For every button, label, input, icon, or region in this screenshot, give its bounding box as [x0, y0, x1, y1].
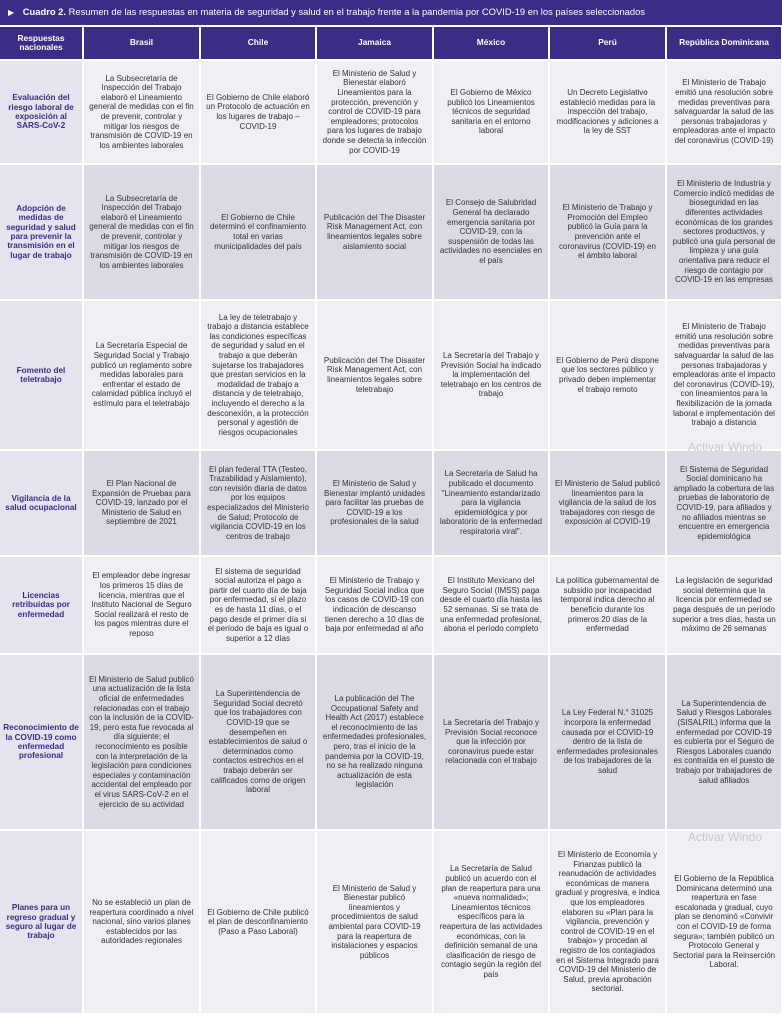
table-cell: El Ministerio de Trabajo emitió una resolución sobre medidas preventivas para salvaguardar la salud de las personas trabajadoras y empleadoras ante el impacto del coronavirus (COVID-19): [666, 60, 782, 164]
row-header: Licencias retribuidas por enfermedad: [0, 556, 83, 654]
response-table: [0, 27, 782, 1015]
header-cell: Chile: [200, 27, 316, 60]
table-caption: [0, 0, 782, 25]
table-cell: La publicación del The Occupational Safety and Health Act (2017) establece el reconocimiento de las enfermedades profesionales, pero, tras el inicio de la pandemia por la COVID-19, no se ha realizado ninguna actualización de esta legislación: [316, 654, 433, 830]
table-cell: Un Decreto Legislativo estableció medidas para la inspección del trabajo, modificaciones y adiciones a la ley de SST: [549, 60, 666, 164]
table-cell: El Consejo de Salubridad General ha declarado emergencia sanitaria por COVID-19, con la suspensión de todas las actividades no esenciales en el país: [433, 164, 549, 300]
table-cell: Publicación del The Disaster Risk Management Act, con lineamientos legales sobre aislamiento social: [316, 164, 433, 300]
table-cell: El Ministerio de Industria y Comercio indicó medidas de bioseguridad en las diferentes actividades económicas de los grandes sectores productivos, y publicó una guía personal de limpieza y una guía orientativa para reducir el riesgo de contagio por COVID-19 en las empresas: [666, 164, 782, 300]
table-row: [0, 830, 782, 1014]
table-cell: La Secretaría del Trabajo y Previsión Social ha indicado la implementación del teletrabajo en los centros de trabajo: [433, 300, 549, 450]
table-cell: La Secretaría de Salud publicó un acuerdo con el plan de reapertura para una «nueva normalidad»; Lineamientos técnicos específicos para la reapertura de las actividades económicas, con la definición semanal de una clasificación de riesgo de contagio según la región del país: [433, 830, 549, 1014]
table-cell: Publicación del The Disaster Risk Management Act, con lineamientos legales sobre teletrabajo: [316, 300, 433, 450]
table-cell: El Ministerio de Trabajo y Promoción del Empleo publicó la Guía para la prevención ante el coronavirus (COVID-19) en el ámbito laboral: [549, 164, 666, 300]
header-cell: Perú: [549, 27, 666, 60]
table-cell: El Ministerio de Salud y Bienestar implantó unidades para facilitar las pruebas de COVID-19 a los profesionales de la salud: [316, 450, 433, 556]
row-header: Evaluación del riesgo laboral de exposición al SARS-CoV-2: [0, 60, 83, 164]
table-cell: El Sistema de Seguridad Social dominicano ha ampliado la cobertura de las pruebas de laboratorio de COVID-19, para afiliados y no afiliados mientras se encuentre en emergencia epidemiológica: [666, 450, 782, 556]
table-cell: La Subsecretaría de Inspección del Trabajo elaboró el Lineamiento general de medidas con el fin de prevenir, controlar y mitigar los riesgos de transmisión de COVID-19 en los ambientes laborales: [83, 164, 200, 300]
table-cell: La Subsecretaría de Inspección del Trabajo elaboró el Lineamiento general de medidas con el fin de prevenir, controlar y mitigar los riesgos de transmisión de COVID-19 en los ambientes laborales: [83, 60, 200, 164]
caption-triangle-icon: ▶: [8, 8, 15, 17]
table-cell: La Secretaría de Salud ha publicado el documento "Lineamiento estandarizado para la vigilancia epidemiológica y por laboratorio de la enfermedad respiratoria viral".: [433, 450, 549, 556]
table-row: [0, 556, 782, 654]
table-cell: El Ministerio de Trabajo emitió una resolución sobre medidas preventivas para salvaguardar la salud de las personas trabajadoras y empleadoras ante el impacto del coronavirus (COVID-19), con lineamientos para la flexibilización de la jornada laboral e implementación del trabajo a distancia: [666, 300, 782, 450]
row-header: Reconocimiento de la COVID-19 como enfermedad profesional: [0, 654, 83, 830]
table-cell: El Gobierno de Chile determinó el confinamiento total en varias municipalidades del país: [200, 164, 316, 300]
row-header: Planes para un regreso gradual y seguro al lugar de trabajo: [0, 830, 83, 1014]
watermark-text: Activar Windo: [688, 830, 763, 844]
table-cell: El plan federal TTA (Testeo, Trazabilidad y Aislamiento), con revisión diaria de datos por los equipos especializados del Ministerio de Salud; Protocolo de vigilancia COVID-19 en los centros de trabajo: [200, 450, 316, 556]
table-row: [0, 164, 782, 300]
table-row: [0, 450, 782, 556]
table-cell: El Ministerio de Trabajo y Seguridad Social indica que los casos de COVID-19 con indicación de descanso tienen derecho a 10 días de baja por enfermedad al año: [316, 556, 433, 654]
header-cell: México: [433, 27, 549, 60]
table-cell: El Ministerio de Salud y Bienestar elaboró Lineamientos para la protección, prevención y control de COVID-19 para empleadores; protocolos para los lugares de trabajo donde se detecta la infección por COVID-19: [316, 60, 433, 164]
table-cell: La Secretaría del Trabajo y Previsión Social reconoce que la infección por coronavirus puede estar relacionada con el trabajo: [433, 654, 549, 830]
row-header: Vigilancia de la salud ocupacional: [0, 450, 83, 556]
header-cell: Respuestas nacionales: [0, 27, 83, 60]
table-cell: El Gobierno de Chile publicó el plan de desconfinamiento (Paso a Paso Laboral): [200, 830, 316, 1014]
header-cell: República Dominicana: [666, 27, 782, 60]
table-cell: El Ministerio de Salud publicó una actualización de la lista oficial de enfermedades relacionadas con el trabajo con la inclusión de la COVID-19, pero esta fue revocada al día siguiente; el reconocimiento es posible con la interpretación de la legislación para condiciones especiales y contaminación accidental del empleado por el virus SARS-CoV-2 en el ejercicio de su actividad: [83, 654, 200, 830]
table-cell: El Instituto Mexicano del Seguro Social (IMSS) paga desde el cuarto día hasta las 52 semanas. Si se trata de una enfermedad profesional, abona el período completo: [433, 556, 549, 654]
table-cell: El Plan Nacional de Expansión de Pruebas para COVID-19, lanzado por el Ministerio de Salud en septiembre de 2021: [83, 450, 200, 556]
table-cell: El Gobierno de Chile elaboró un Protocolo de actuación en los lugares de trabajo – COVID-19: [200, 60, 316, 164]
watermark-text: Activar Windo: [688, 440, 763, 454]
table-cell: El Gobierno de México publicó los Lineamientos técnicos de seguridad sanitaria en el entorno laboral: [433, 60, 549, 164]
table-cell: La Ley Federal N.° 31025 incorpora la enfermedad causada por el COVID-19 dentro de la lista de enfermedades profesionales de los trabajadores de la salud: [549, 654, 666, 830]
table-cell: El Ministerio de Salud publicó lineamientos para la vigilancia de la salud de los trabajadores con riesgo de exposición al COVID-19: [549, 450, 666, 556]
row-header: Fomento del teletrabajo: [0, 300, 83, 450]
row-header: Adopción de medidas de seguridad y salud para prevenir la transmisión en el lugar de trabajo: [0, 164, 83, 300]
table-cell: El Gobierno de Perú dispone que los sectores público y privado deben implementar el trabajo remoto: [549, 300, 666, 450]
header-cell: Brasil: [83, 27, 200, 60]
table-row: [0, 654, 782, 830]
table-cell: El Ministerio de Salud y Bienestar publicó lineamientos y procedimientos de salud ambiental para COVID-19 para la reapertura de instalaciones y espacios públicos: [316, 830, 433, 1014]
caption-text: Resumen de las respuestas en materia de seguridad y salud en el trabajo frente a la pandemia por COVID-19 en los países seleccionados: [68, 6, 645, 17]
table-cell: La Superintendencia de Salud y Riesgos Laborales (SISALRIL) informa que la enfermedad por COVID-19 es cubierta por el Seguro de Riesgos Laborales cuando es contraída en el puesto de trabajo por trabajadores de salud afiliados: [666, 654, 782, 830]
header-row: [0, 27, 782, 60]
table-cell: La ley de teletrabajo y trabajo a distancia establece las condiciones específicas de seguridad y salud en el trabajo a que deberán sujetarse los trabajadores que prestan servicios en la modalidad de trabajo a distancia y de teletrabajo, incluyendo el derecho a la desconexión, a la protección personal y agestión de riesgos ocupacionales: [200, 300, 316, 450]
table-cell: El Gobierno de la República Dominicana determinó una reapertura en fase escalonada y gradual, cuyo plan se denominó «Convivir con el COVID-19 de forma segura»; también publicó un Protocolo General y Sectorial para la Reinserción Laboral.: [666, 830, 782, 1014]
table-cell: El empleador debe ingresar los primeros 15 días de licencia, mientras que el Instituto Nacional de Seguro Social realizará el resto de los pagos mientras dure el reposo: [83, 556, 200, 654]
table-row: [0, 300, 782, 450]
table-cell: No se estableció un plan de reapertura coordinado a nivel nacional, sino varios planes establecidos por las autoridades regionales: [83, 830, 200, 1014]
header-cell: Jamaica: [316, 27, 433, 60]
caption-label: Cuadro 2.: [22, 6, 67, 17]
table-row: [0, 60, 782, 164]
table-cell: La Secretaría Especial de Seguridad Social y Trabajo publicó un reglamento sobre medidas laborales para enfrentar el estado de calamidad pública incluyó el estímulo para el teletrabajo: [83, 300, 200, 450]
table-cell: El sistema de seguridad social autoriza el pago a partir del cuarto día de baja por enfermedad, si el plazo es de hasta 11 días, o el pago desde el primer día si el período de baja es igual o superior a 12 días: [200, 556, 316, 654]
table-cell: El Ministerio de Economía y Finanzas publicó la reanudación de actividades económicas de manera gradual y progresiva, e indica que los empleadores elaboren su «Plan para la vigilancia, prevención y control de COVID-19 en el trabajo» y procedan al registro de los contagiados en el Sistema Integrado para COVID-19 del Ministerio de Salud, previa aprobación sectorial.: [549, 830, 666, 1014]
table-cell: La política gubernamental de subsidio por incapacidad temporal indica derecho al beneficio durante los primeros 20 días de la enfermedad: [549, 556, 666, 654]
table-cell: La legislación de seguridad social determina que la licencia por enfermedad se paga después de un período superior a tres días, hasta un máximo de 26 semanas: [666, 556, 782, 654]
table-cell: La Superintendencia de Seguridad Social decretó que los trabajadores con COVID-19 que se desempeñen en establecimientos de salud o determinados como contactos estrechos en el trabajo deberán ser calificados como de origen laboral: [200, 654, 316, 830]
